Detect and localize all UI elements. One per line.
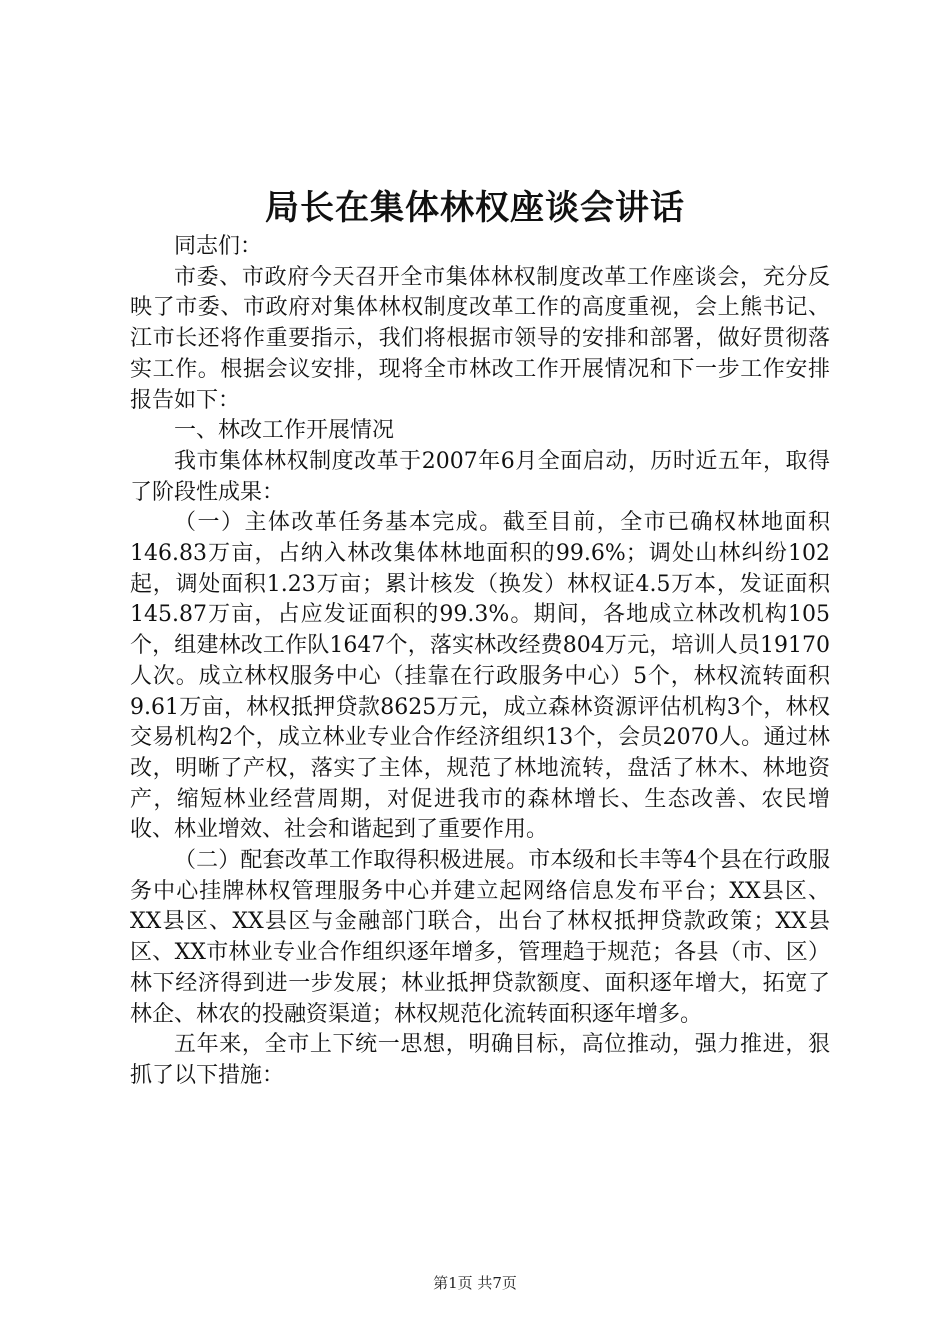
measures-intro-paragraph: 五年来，全市上下统一思想，明确目标，高位推动，强力推进，狠抓了以下措施： [130,1032,830,1088]
document-body [130,232,830,1092]
supporting-reform-paragraph: （二）配套改革工作取得积极进展。市本级和长丰等4个县在行政服务中心挂牌林权管理服务中心并建立起网络信息发布平台；XX县区、XX县区、XX县区与金融部门联合，出台了林权抵押贷款政策；XX县区、XX市林业专业合作组织逐年增多，管理趋于规范；各县（市、区）林下经济得到进一步发展；林业抵押贷款额度、面积逐年增大，拓宽了林企、林农的投融资渠道；林权规范化流转面积逐年增多。 [130,848,830,1027]
main-reform-paragraph: （一）主体改革任务基本完成。截至目前，全市已确权林地面积146.83万亩，占纳入林改集体林地面积的99.6%；调处山林纠纷102起，调处面积1.23万亩；累计核发（换发）林权证4.5万本，发证面积145.87万亩，占应发证面积的99.3%。期间，各地成立林改机构105个，组建林改工作队1647个，落实林改经费804万元，培训人员19170人次。成立林权服务中心（挂靠在行政服务中心）5个，林权流转面积9.61万亩，林权抵押贷款8625万元，成立森林资源评估机构3个，林权交易机构2个，成立林业专业合作经济组织13个，会员2070人。通过林改，明晰了产权，落实了主体，规范了林地流转，盘活了林木、林地资产，缩短林业经营周期，对促进我市的森林增长、生态改善、农民增收、林业增效、社会和谐起到了重要作用。 [130,510,830,843]
salutation-paragraph: 同志们： [174,234,263,259]
page-footer: 第1页 共7页 [433,1274,517,1292]
document-title: 局长在集体林权座谈会讲话 [265,188,685,228]
summary-paragraph: 我市集体林权制度改革于2007年6月全面启动，历时近五年，取得了阶段性成果： [130,448,830,505]
intro-paragraph: 市委、市政府今天召开全市集体林权制度改革工作座谈会，充分反映了市委、市政府对集体林权制度改革工作的高度重视，会上熊书记、江市长还将作重要指示，我们将根据市领导的安排和部署，做好贯彻落实工作。根据会议安排，现将全市林改工作开展情况和下一步工作安排报告如下： [130,264,830,413]
section-heading: 一、林改工作开展情况 [174,418,395,444]
